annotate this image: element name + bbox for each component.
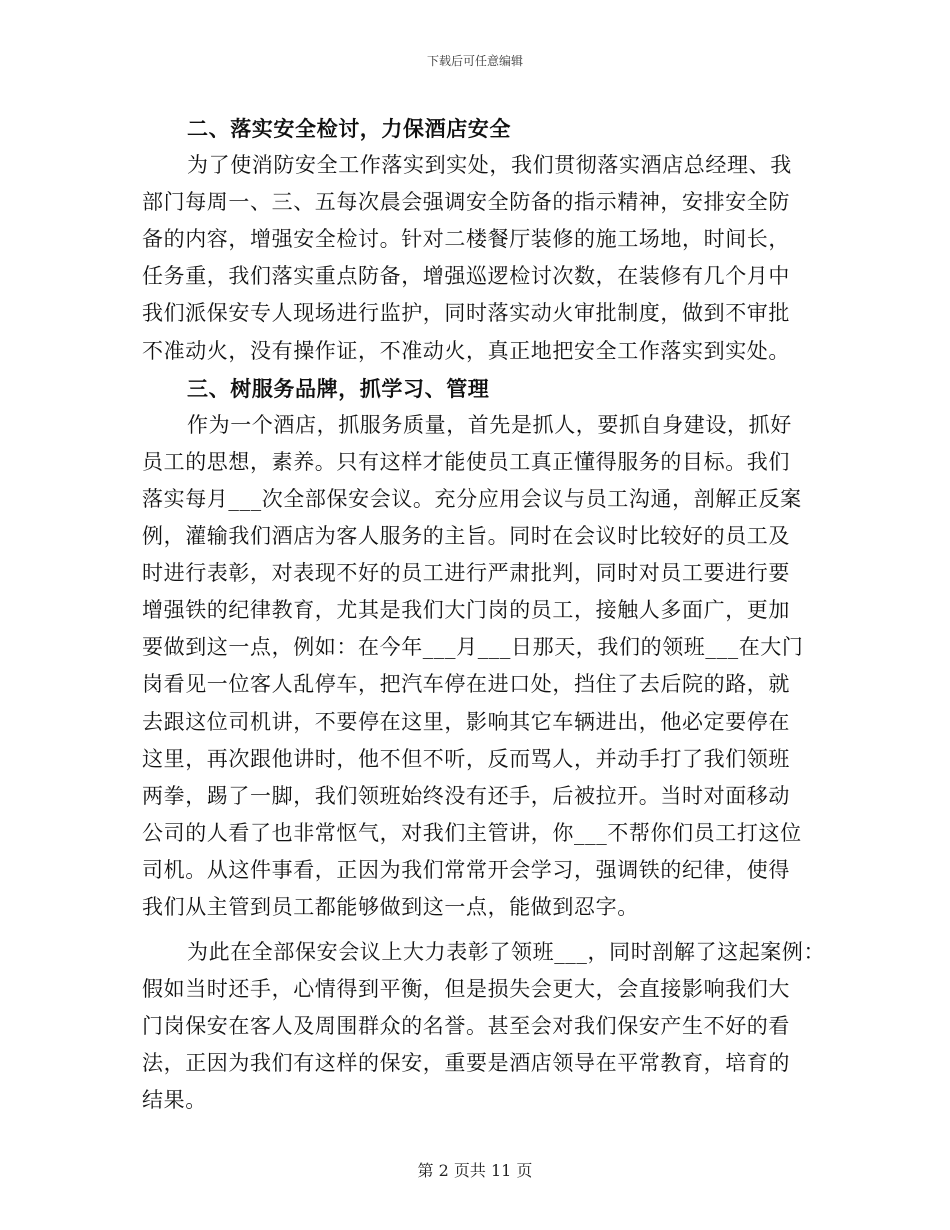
text-line: 为此在全部保安会议上大力表彰了领班___，同时剖解了这起案例： — [187, 940, 826, 965]
text-line: 岗看见一位客人乱停车，把汽车停在进口处，挡住了去后院的路，就 — [142, 672, 790, 697]
text-line: 落实每月___次全部保安会议。充分应用会议与员工沟通，剖解正反案 — [142, 486, 802, 511]
text-line: 要做到这一点，例如：在今年___月___日那天，我们的领班___在大门 — [142, 635, 804, 660]
text-line: 任务重，我们落实重点防备，增强巡逻检讨次数，在装修有几个月中 — [142, 264, 790, 289]
text-line: 去跟这位司机讲，不要停在这里，影响其它车辆进出，他必定要停在 — [142, 709, 790, 734]
page-header: 下载后可任意编辑 — [426, 54, 523, 68]
text-line: 假如当时还手，心情得到平衡，但是损失会更大，会直接影响我们大 — [142, 977, 790, 1002]
text-line: 增强铁的纪律教育，尤其是我们大门岗的员工，接触人多面广，更加 — [142, 598, 790, 623]
page-number: 第 2 页共 11 页 — [417, 1161, 533, 1180]
text-line: 为了使消防安全工作落实到实处，我们贯彻落实酒店总经理、我 — [187, 153, 792, 178]
text-line: 公司的人看了也非常怄气，对我们主管讲，你___不帮你们员工打这位 — [142, 820, 802, 845]
paragraph — [142, 147, 822, 370]
text-line: 员工的思想，素养。只有这样才能使员工真正懂得服务的目标。我们 — [142, 449, 790, 474]
text-line: 这里，再次跟他讲时，他不但不听，反而骂人，并动手打了我们领班 — [142, 746, 790, 771]
text-line: 作为一个酒店，抓服务质量，首先是抓人，要抓自身建设，抓好 — [187, 412, 792, 437]
document-body — [142, 110, 826, 1120]
text-line: 备的内容，增强安全检讨。针对二楼餐厅装修的施工场地，时间长， — [142, 227, 790, 252]
paragraph-gap — [142, 926, 822, 934]
text-line: 不准动火，没有操作证，不准动火，真正地把安全工作落实到实处。 — [142, 338, 790, 363]
text-line: 我们派保安专人现场进行监护，同时落实动火审批制度，做到不审批 — [142, 301, 790, 326]
paragraph — [142, 934, 826, 1119]
text-line: 结果。 — [142, 1088, 207, 1113]
text-line: 时进行表彰，对表现不好的员工进行严肃批判，同时对员工要进行要 — [142, 561, 790, 586]
text-line: 我们从主管到员工都能够做到这一点，能做到忍字。 — [142, 894, 639, 919]
text-line: 司机。从这件事看，正因为我们常常开会学习，强调铁的纪律，使得 — [142, 857, 790, 882]
text-line: 部门每周一、三、五每次晨会强调安全防备的指示精神，安排安全防 — [142, 190, 790, 215]
text-line: 门岗保安在客人及周围群众的名誉。甚至会对我们保安产生不好的看 — [142, 1014, 790, 1039]
paragraph — [142, 407, 822, 926]
section-heading: 二、落实安全检讨，力保酒店安全 — [187, 116, 511, 141]
section-heading: 三、树服务品牌，抓学习、管理 — [187, 375, 490, 401]
text-line: 两拳，踢了一脚，我们领班始终没有还手，后被拉开。当时对面移动 — [142, 783, 790, 808]
text-line: 法，正因为我们有这样的保安，重要是酒店领导在平常教育，培育的 — [142, 1051, 790, 1076]
text-line: 例，灌输我们酒店为客人服务的主旨。同时在会议时比较好的员工及 — [142, 524, 790, 549]
